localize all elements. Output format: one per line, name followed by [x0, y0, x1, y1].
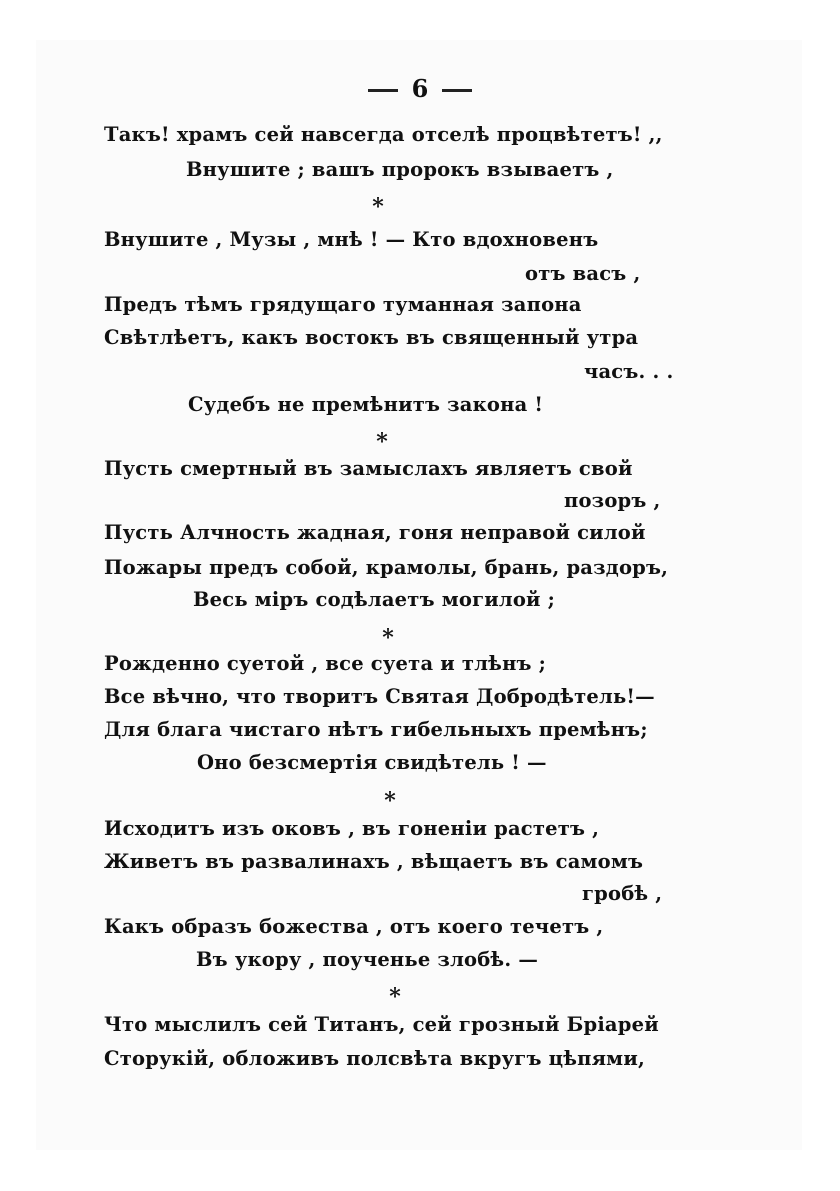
poem-line: отъ васъ , — [525, 262, 641, 285]
poem-line: Внушите ; вашъ пророкъ взываетъ , — [186, 158, 614, 181]
header-left-dash — [368, 89, 398, 92]
poem-line: Сторукій, обложивъ полсвѣта вкругъ цѣпями, — [104, 1047, 645, 1070]
poem-line: гробѣ , — [582, 882, 663, 905]
poem-line: Такъ! храмъ сей навсегда отселѣ процвѣтетъ! ,, — [104, 123, 663, 146]
poem-line: Пусть смертный въ замыслахъ являетъ свой — [104, 457, 633, 480]
poem-line: Рожденно суетой , все суета и тлѣнъ ; — [104, 652, 547, 675]
poem-line: позоръ , — [564, 489, 661, 512]
poem-line: Для блага чистаго нѣтъ гибельныхъ премѣнъ; — [104, 718, 648, 741]
stanza-separator: * — [376, 429, 388, 455]
poem-line: Пожары предъ собой, крамолы, брань, раздоръ, — [104, 556, 669, 579]
stanza-separator: * — [382, 625, 394, 651]
poem-line: Пусть Алчность жадная, гоня неправой силой — [104, 521, 646, 544]
poem-line: Въ укору , поученье злобѣ. — — [196, 948, 539, 971]
poem-line: Весь міръ содѣлаетъ могилой ; — [193, 588, 556, 611]
poem-line: Исходитъ изъ оковъ , въ гоненіи растетъ , — [104, 817, 600, 840]
poem-line: Свѣтлѣетъ, какъ востокъ въ священный утра — [104, 326, 639, 349]
poem-line: Оно безсмертія свидѣтель ! — — [197, 751, 547, 774]
poem-line: часъ. . . — [584, 360, 674, 383]
stanza-separator: * — [372, 194, 384, 220]
page-header — [0, 74, 840, 103]
page-number: 6 — [411, 74, 429, 103]
poem-line: Что мыслилъ сей Титанъ, сей грозный Бріарей — [104, 1013, 659, 1036]
poem-line: Живетъ въ развалинахъ , вѣщаетъ въ самомъ — [104, 850, 644, 873]
poem-line: Какъ образъ божества , отъ коего течетъ , — [104, 915, 604, 938]
poem-line: Все вѣчно, что творитъ Святая Добродѣтель!— — [104, 685, 655, 708]
poem-line: Судебъ не премѣнитъ закона ! — [188, 393, 544, 416]
poem-line: Внушите , Музы , мнѣ ! — Кто вдохновенъ — [104, 228, 599, 251]
poem-line: Предъ тѣмъ грядущаго туманная запона — [104, 293, 582, 316]
stanza-separator: * — [389, 984, 401, 1010]
stanza-separator: * — [384, 788, 396, 814]
header-right-dash — [442, 89, 472, 92]
